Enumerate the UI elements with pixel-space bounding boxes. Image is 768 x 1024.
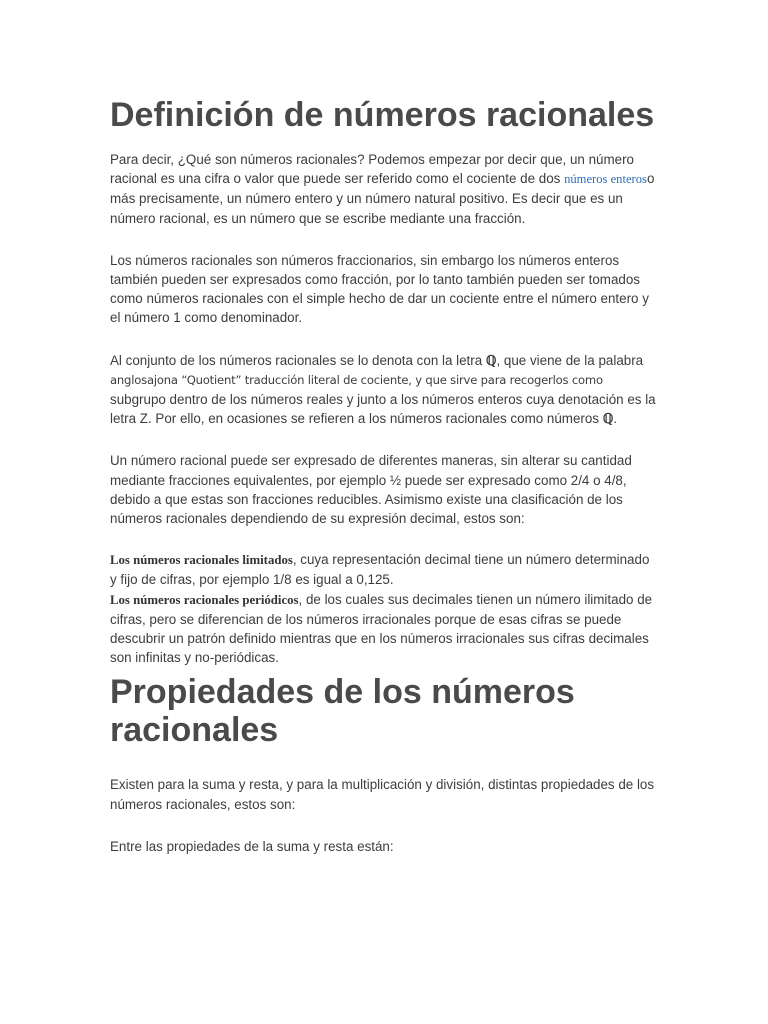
paragraph-propiedades-intro: Existen para la suma y resta, y para la multiplicación y división, distintas propiedades de los números racionales, estos son: xyxy=(110,777,655,812)
paragraph-expresion: Un número racional puede ser expresado de diferentes maneras, sin alterar su cantidad mediante fracciones equivalentes, por ejemplo ½ puede ser expresado como 2/4 o 4/8, debido a que estas son fracciones reducibles. Asimismo existe una clasificación de los números racionales dependiendo de su expresión decimal, estos son: xyxy=(110,453,632,527)
term-limitados: Los números racionales limitados xyxy=(110,553,293,568)
article-body xyxy=(110,96,658,856)
paragraph-limitados xyxy=(110,550,658,589)
paragraph-conjunto-q xyxy=(110,351,658,429)
paragraph-definicion xyxy=(110,150,658,228)
term-periodicos: Los números racionales periódicos xyxy=(110,592,299,607)
paragraph-text: , de los cuales sus decimales tienen un número ilimitado de cifras, pero se diferencian de los números irracionales porque de esas cifras se puede descubrir un patrón definido mientras que en los números irracionales sus cifras decimales son infinitas y no-periódicas. xyxy=(110,591,653,666)
paragraph-suma-resta: Entre las propiedades de la suma y resta están: xyxy=(110,838,394,854)
paragraph-fraccionarios: Los números racionales son números fraccionarios, sin embargo los números enteros también pueden ser expresados como fracción, por lo tanto también pueden ser tomados como números racionales con el simple hecho de dar un cociente entre el número entero y el número 1 como denominador. xyxy=(110,252,649,326)
paragraph-text: Al conjunto de los números racionales se lo denota con la letra xyxy=(110,352,486,368)
paragraph-periodicos xyxy=(110,590,658,668)
heading-propiedades: Propiedades de los números racionales xyxy=(110,673,575,750)
paragraph-text: subgrupo dentro de los números reales y junto a los números enteros cuya denotación es la letra Z. Por ello, en ocasiones se refieren a los números racionales como números xyxy=(110,392,656,427)
q-symbol: ℚ xyxy=(485,352,497,368)
heading-definicion: Definición de números racionales xyxy=(110,96,655,134)
q-symbol: ℚ xyxy=(602,411,614,427)
link-numeros-enteros[interactable]: números enteros xyxy=(564,172,647,187)
paragraph-text: anglosajona “Quotient” traducción literal de cociente, y que sirve para recogerlos como xyxy=(110,372,603,387)
paragraph-text: , que viene de la palabra xyxy=(496,352,644,368)
paragraph-text: , cuya representación decimal tiene un número determinado y fijo de cifras, por ejemplo 1/8 es igual a 0,125. xyxy=(110,552,650,588)
paragraph-text: Para decir, ¿Qué son números racionales? Podemos empezar por decir que, un número racional es una cifra o valor que puede ser referido como el cociente de dos xyxy=(110,152,634,187)
paragraph-text: . xyxy=(613,411,617,427)
paragraph-text: o más precisamente, un número entero y un número natural positivo. Es decir que es un número racional, es un número que se escribe mediante una fracción. xyxy=(110,171,655,226)
